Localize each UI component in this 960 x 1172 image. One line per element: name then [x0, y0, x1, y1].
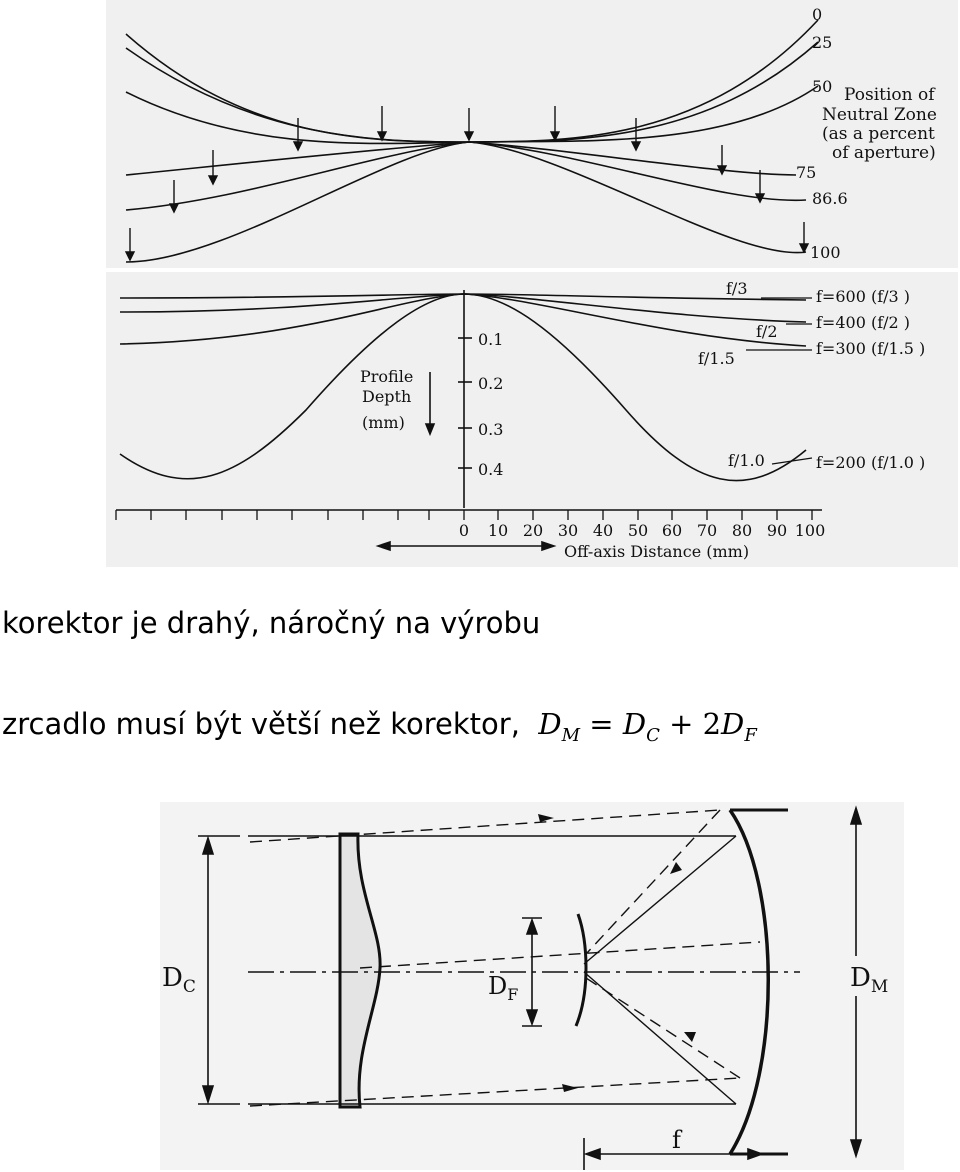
svg-text:f=400 (f/2 ): f=400 (f/2 ) [816, 313, 911, 332]
f-label: f [672, 1126, 681, 1154]
svg-text:0.4: 0.4 [478, 460, 504, 479]
svg-text:10: 10 [487, 521, 509, 540]
text-line-mirror-size [2, 707, 757, 746]
svg-text:f=600 (f/3 ): f=600 (f/3 ) [816, 287, 911, 306]
profile-curves [120, 294, 806, 481]
svg-text:of aperture): of aperture) [832, 143, 936, 163]
dm-label: $D_M$ [850, 963, 889, 997]
dc-dimension [198, 836, 240, 1104]
svg-text:70: 70 [696, 521, 718, 540]
ray-arrows [538, 814, 696, 1092]
svg-text:f=300 (f/1.5 ): f=300 (f/1.5 ) [816, 339, 926, 358]
svg-text:Neutral Zone: Neutral Zone [822, 105, 937, 125]
spherical-mirror [730, 810, 768, 1154]
diameter-equation: $D_M = D_C + 2D_F$ [538, 707, 757, 746]
curve-neutral-75 [126, 142, 796, 175]
text-line-cost: korektor je drahý, náročný na výrobu [2, 606, 541, 640]
svg-text:100: 100 [794, 521, 826, 540]
svg-text:0.3: 0.3 [478, 420, 504, 439]
curve-label-25: 25 [812, 33, 833, 52]
neutral-zone-curves [126, 20, 818, 262]
dashed-rays [250, 810, 760, 1106]
profile-f3 [120, 294, 806, 300]
x-axis-title: Off-axis Distance (mm) [564, 542, 750, 561]
profile-ratio-labels [698, 279, 778, 470]
y-axis [426, 290, 472, 508]
y-axis-title [360, 367, 413, 432]
svg-text:f=200 (f/1.0 ): f=200 (f/1.0 ) [816, 453, 926, 472]
dc-label: $D_C$ [162, 963, 196, 997]
svg-text:90: 90 [766, 521, 788, 540]
svg-text:Position of: Position of [844, 85, 935, 105]
corrector-plate [340, 834, 380, 1107]
curve-label-75: 75 [796, 163, 817, 182]
solid-rays [248, 836, 736, 1104]
neutral-zone-legend [822, 85, 937, 163]
svg-text:f/1.5: f/1.5 [698, 349, 735, 368]
profile-focal-labels [816, 287, 925, 472]
svg-text:f/3: f/3 [726, 279, 748, 298]
svg-text:(mm): (mm) [362, 413, 405, 432]
svg-text:40: 40 [592, 521, 614, 540]
svg-text:0.1: 0.1 [478, 330, 504, 349]
curve-label-86: 86.6 [812, 189, 848, 208]
svg-text:80: 80 [731, 521, 753, 540]
x-tick-labels [459, 521, 825, 540]
df-label: $D_F$ [488, 972, 519, 1004]
svg-text:0: 0 [458, 521, 470, 540]
schmidt-camera-diagram [160, 802, 904, 1170]
svg-text:(as a percent: (as a percent [822, 124, 935, 144]
svg-text:f/2: f/2 [756, 322, 778, 341]
y-tick-labels [478, 330, 503, 479]
svg-text:Depth: Depth [362, 387, 412, 406]
schmidt-corrector-profile-figure [106, 0, 958, 567]
svg-text:60: 60 [661, 521, 683, 540]
curve-neutral-0 [126, 20, 818, 142]
svg-text:Profile: Profile [360, 367, 414, 386]
svg-text:20: 20 [522, 521, 544, 540]
mirror-size-sentence: zrcadlo musí být větší než korektor, [2, 707, 520, 741]
curve-label-50: 50 [812, 77, 833, 96]
focal-surface [576, 914, 586, 1026]
svg-text:50: 50 [627, 521, 649, 540]
curve-neutral-86 [126, 142, 806, 210]
curve-neutral-100 [126, 142, 806, 262]
profile-f1 [120, 294, 806, 481]
curve-label-0: 0 [812, 5, 823, 24]
svg-text:30: 30 [557, 521, 579, 540]
svg-text:0.2: 0.2 [478, 374, 504, 393]
svg-text:f/1.0: f/1.0 [728, 451, 765, 470]
curve-label-100: 100 [810, 243, 841, 262]
